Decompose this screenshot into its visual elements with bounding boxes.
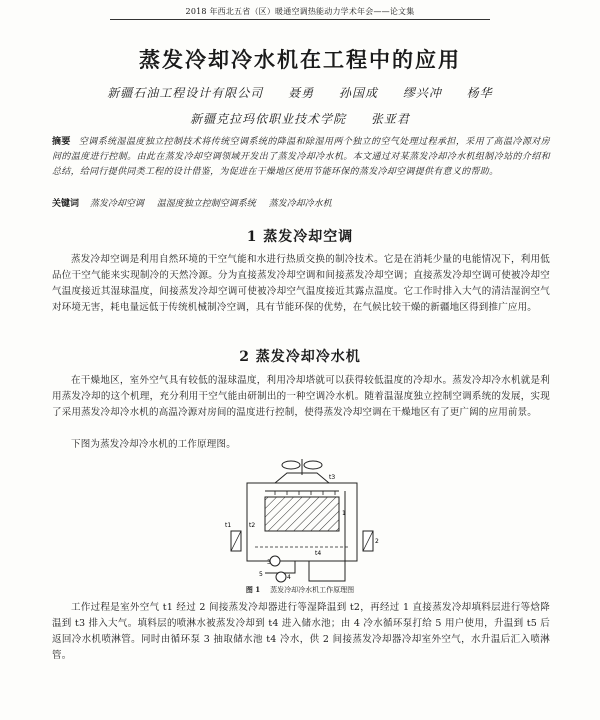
keyword: 蒸发冷却冷水机 bbox=[268, 199, 332, 209]
author-org: 新疆石油工程设计有限公司 bbox=[107, 86, 264, 100]
label-4: 4 bbox=[287, 574, 291, 581]
author-name: 孙国成 bbox=[338, 86, 378, 100]
spray-nozzles bbox=[275, 491, 335, 495]
abstract-text: 空调系统湿温度独立控制技术将传统空调系统的降温和除湿用两个独立的空气处理过程承担，采用了高温冷源对房间的温度进行控制。由此在蒸发冷却空调领域开发出了蒸发冷却冷水机。本文通过对某蒸发冷却冷水机组制冷站的介绍和总结，给同行提供同类工程的设计借鉴，为促进在干燥地区使用节能环保的蒸发冷却空调提供有意义的帮助。 bbox=[52, 137, 550, 177]
section-2-paragraph-1: 在干燥地区，室外空气具有较低的湿球温度，利用冷却塔就可以获得较低温度的冷却水。蒸发冷却冷水机就是利用蒸发冷却的这个机理，充分利用干空气能由研制出的一种空调冷水机。随着温湿度独立控制空调系统的发展，实现了采用蒸发冷却冷水机的高温冷源对房间的温度进行控制，使得蒸发冷却空调在干燥地区有了更广阔的应用前景。 bbox=[52, 375, 550, 418]
section-1-heading: 1 蒸发冷却空调 bbox=[246, 229, 354, 245]
affiliation-org: 新疆克拉玛依职业技术学院 bbox=[190, 112, 347, 126]
figure-caption bbox=[0, 585, 600, 595]
abstract-label: 摘要 bbox=[52, 137, 71, 147]
label-1: 1 bbox=[342, 510, 346, 517]
label-t2: t2 bbox=[249, 522, 256, 529]
direct-evaporative-fill bbox=[265, 497, 339, 531]
abstract bbox=[52, 135, 550, 180]
working-principle-diagram bbox=[225, 455, 385, 585]
affiliation-author: 张亚君 bbox=[370, 112, 410, 126]
label-t4: t4 bbox=[315, 550, 322, 557]
closing-paragraph: 工作过程是室外空气 t1 经过 2 间接蒸发冷却器进行等湿降温到 t2，再经过 1 直接蒸发冷却填料层进行等焓降温到 t3 排入大气。填料层的喷淋水被蒸发冷却到 t4 进入储水池；由 4 冷水循环泵打给 5 用户使用，升温到 t5 后返回冷水机喷淋管。同时由循环泵 3 抽取储水池 t4 冷水，供 2 间接蒸发冷却器冷却室外空气，水升温后汇入喷淋管。 bbox=[52, 602, 550, 661]
affiliation-line bbox=[0, 110, 600, 127]
figure-number: 图 1 bbox=[245, 585, 261, 594]
author-name: 杨华 bbox=[466, 86, 493, 100]
label-t3: t3 bbox=[329, 474, 336, 481]
keywords-label: 关键词 bbox=[52, 199, 80, 209]
label-t1: t1 bbox=[225, 522, 232, 529]
figure-caption-text: 蒸发冷却冷水机工作原理图 bbox=[270, 586, 355, 594]
author-line bbox=[0, 84, 600, 101]
keyword: 蒸发冷却空调 bbox=[89, 199, 144, 209]
section-2-paragraph-2: 下图为蒸发冷却冷水机的工作原理图。 bbox=[71, 439, 236, 450]
keyword: 温湿度独立控制空调系统 bbox=[156, 199, 256, 209]
author-name: 聂勇 bbox=[288, 86, 315, 100]
paper-title: 蒸发冷却冷水机在工程中的应用 bbox=[139, 47, 461, 72]
section-2-heading: 2 蒸发冷却冷水机 bbox=[239, 349, 361, 365]
label-3: 3 bbox=[267, 559, 271, 566]
section-1-paragraph: 蒸发冷却空调是利用自然环境的干空气能和水进行热质交换的制冷技术。它是在消耗少量的电能情况下，利用低品位干空气能来实现制冷的天然冷源。分为直接蒸发冷却空调和间接蒸发冷却空调；直接蒸发冷却空调可使被冷却空气温度接近其湿球温度，间接蒸发冷却空调可使被冷却空气温度接近其露点温度。它工作时排入大气的清洁湿润空气对环境无害，耗电量远低于传统机械制冷空调，具有节能环保的优势，在气候比较干燥的新疆地区得到推广应用。 bbox=[52, 254, 550, 313]
author-name: 缪兴冲 bbox=[402, 86, 442, 100]
pump-4-icon bbox=[276, 572, 286, 582]
label-5: 5 bbox=[259, 571, 263, 578]
label-2: 2 bbox=[375, 538, 379, 545]
pump-3-icon bbox=[270, 556, 280, 566]
running-header: 2018 年西北五省（区）暖通空调热能动力学术年会——论文集 bbox=[110, 6, 490, 20]
keywords bbox=[52, 196, 550, 209]
